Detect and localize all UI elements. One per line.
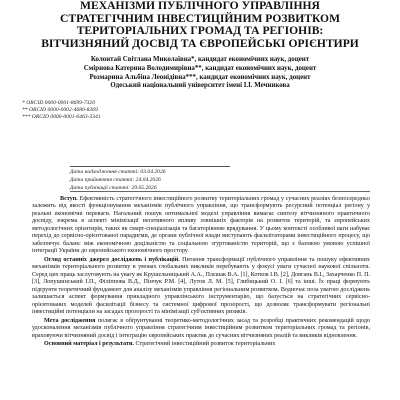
review-label: Огляд останніх джерел досліджень і публікацій.: [44, 256, 180, 263]
intro-paragraph: [32, 196, 370, 256]
review-text: Питання трансформації публічного управління та пошуку ефективних механізмів територіального розвитку в умовах глобальних викликів перебувають у фокусі уваги сучасної наукової спільноти. Серед цих праць заслуговують на увагу як Крушельницький А.А., Плєшак В.А. [1], Котков І.В. [2], Довгань В.І., Захарченко П. П. [3], Лопушинський І.П., Філіппова В.Д., Пінчук Р.М. [4], Лутов Л. М. [5], Глибицький О. І. [6] та інші. Їх праці формують підґрунтя теоретичний фундамент для аналізу механізмів управління регіональним розвитком. Водночас поза увагою досліджень залишається аспект формування прикладного управлінського інструментарію, що базується на стратегічних сервісно-орієнтованих моделей фасилітації бізнесу та системної цифрової прозорості, що дозволяє трансформувати регіональні інвестиційні потенціали на засадах прозорості та мінімізації суб'єктивних ризиків.: [32, 256, 370, 315]
orcid-line: ** ORCID 0000-0002-4680-8369: [22, 107, 98, 114]
review-paragraph: [32, 257, 370, 317]
date-received: Дата надходження статті: 03.04.2026: [70, 169, 166, 175]
author-line: Смірнова Катерина Володимирівна**, кандидат економічних наук, доцент: [83, 64, 317, 72]
divider: [70, 191, 370, 192]
intro-label: Вступ.: [60, 196, 78, 202]
title-line: СТРАТЕГІЧНИМ ІНВЕСТИЦІЙНИМ РОЗВИТКОМ: [59, 11, 341, 25]
aim-text: полягає в обґрунтуванні теоретико-методологічних засад та розробці практичних рекомендацій щодо удосконалення механізмів публічного управління стратегічним інвестиційним розвитком територіальних громад та регіонів, враховуючи вітчизняний досвід і інтеграцію європейських практик до сучасних вітчизняних реалій та викликів відновлення.: [32, 317, 370, 339]
date-published: Дата публікації статті: 29.05.2026: [70, 184, 157, 191]
results-label: Основний матеріал і результати.: [44, 341, 134, 348]
author-line: Колонтай Світлана Миколаївна*, кандидат економічних наук, доцент: [90, 56, 310, 63]
article-dates: [70, 166, 230, 192]
author-block: [0, 56, 400, 91]
results-text: Стратегічний інвестиційний розвиток територіальних: [133, 341, 276, 348]
aim-paragraph: [32, 318, 370, 340]
orcid-line: * ORCID 0000-0001-8699-7320: [22, 100, 96, 106]
results-paragraph: [32, 341, 370, 348]
date-accepted: Дата прийняття статті: 24.04.2026: [70, 176, 161, 183]
orcid-line: *** ORCID 0000-0001-6463-3341: [22, 114, 101, 121]
affiliation: Одеський національний університет імені І.І. Мечникова: [110, 82, 290, 90]
article-body: [32, 196, 370, 350]
title-line: МЕХАНІЗМИ ПУБЛІЧНОГО УПРАВЛІННЯ: [80, 0, 320, 12]
aim-label: Мета дослідження: [44, 317, 96, 324]
author-line: Розмарина Альбіна Леонідівна***, кандидат економічних наук, доцент: [89, 73, 311, 81]
title-line: ТЕРИТОРІАЛЬНИХ ГРОМАД ТА РЕГІОНІВ:: [76, 24, 324, 38]
paper-title: [0, 0, 400, 50]
orcid-list: [22, 100, 101, 122]
intro-text: Ефективність стратегічного інвестиційного розвитку територіальних громад у сучасних реаліях безпосередньо залежить від якості функціонування механізмів публічного управління, що трансформують ресурсний потенціал регіону у реальні економічні переваги. Нагальний пошук оптимальної моделі управління вимагає синтезу вітчизняного практичного досвіду, зокрема в аспекті мінімізації негативного впливу зовнішніх факторів на розвиток територій, та європейських методологічних орієнтирів, таких як смарт-спеціалізація та багаторівневе врядування. У цьому контексті особливої ваги набуває перехід до сервісно-орієнтованої парадигми, де органи публічної влади виступають фасилітаторами інвестиційного процесу, що забезпечує баланс між економічною доцільністю та соціальною згуртованістю територій, що є базовою умовою успішної інтеграції України до європейського економічного простору.: [32, 196, 370, 255]
title-line: ВІТЧИЗНЯНИЙ ДОСВІД ТА ЄВРОПЕЙСЬКІ ОРІЄНТИРИ: [41, 36, 359, 50]
